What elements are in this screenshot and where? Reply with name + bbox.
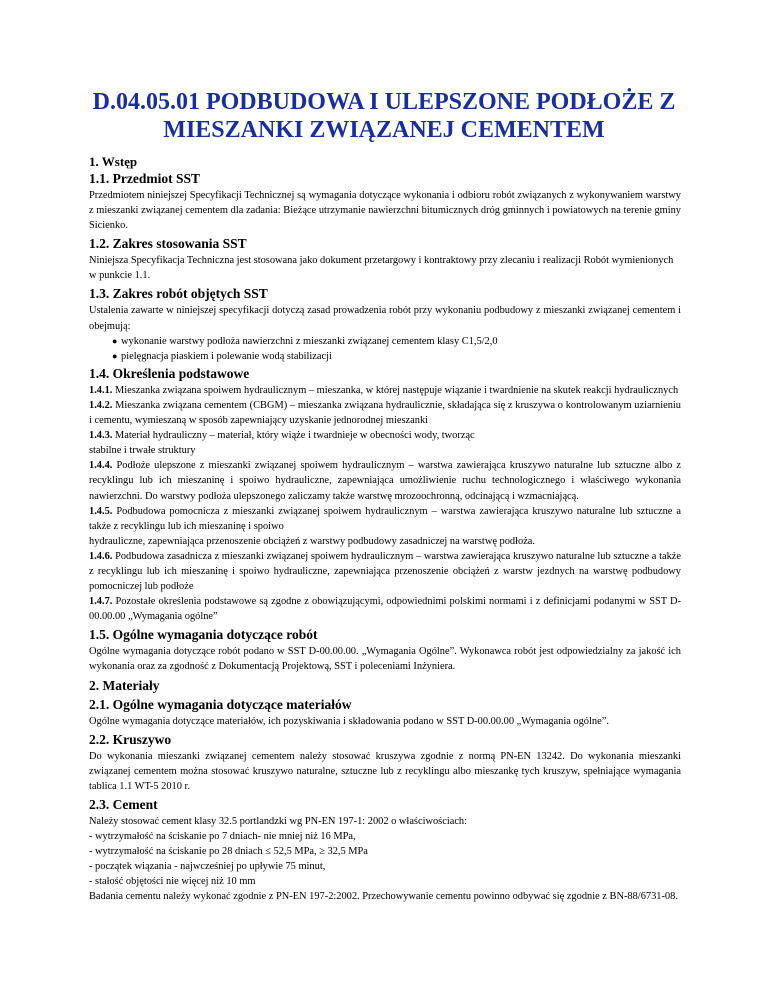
definition-item: stabilne i trwałe struktury: [89, 445, 196, 457]
definition-item: hydrauliczne, zapewniająca przenoszenie obciążeń z warstwy podbudowy zasadniczej na warstwę podłoża.: [89, 535, 536, 547]
heading-2-1: 2.1. Ogólne wymagania dotyczące materiałów: [89, 696, 352, 712]
heading-1-4: 1.4. Określenia podstawowe: [89, 365, 250, 381]
definitions: [89, 383, 681, 625]
paragraph-1-2: Niniejsza Specyfikacja Techniczna jest stosowana jako dokument przetargowy i kontraktowy przy zlecaniu i realizacji Robót wymienionych w punkcie 1.1.: [89, 255, 674, 282]
list-item: ● wykonanie warstwy podłoża nawierzchni z mieszanki związanej cementem klasy C1,5/2,0: [89, 334, 681, 349]
heading-section-1: 1. Wstęp: [89, 154, 138, 169]
definition-item: 1.4.1. Mieszanka związana spoiwem hydraulicznym – mieszanka, w której następuje wiązanie i twardnienie na skutek reakcji hydraulicznych: [89, 384, 679, 396]
definition-item: 1.4.7. Pozostałe określenia podstawowe są zgodne z obowiązującymi, odpowiednimi polskimi normami i z definicjami podanymi w SST D-00.00.00 „Wymagania ogólne”: [89, 596, 681, 623]
cement-line: - wytrzymałość na ściskanie po 7 dniach- nie mniej niż 16 MPa,: [89, 831, 356, 842]
heading-2-2: 2.2. Kruszywo: [89, 731, 172, 747]
paragraph-1-1: Przedmiotem niniejszej Specyfikacji Technicznej są wymagania dotyczące wykonania i odbioru robót związanych z wykonywaniem warstwy z mieszanki związanej cementem dla zadania: Bieżące utrzymanie nawierzchni bitumicznych dróg gminnych i powiatowych na terenie gminy Sicienko.: [89, 190, 681, 232]
definition-item: 1.4.5. Podbudowa pomocnicza z mieszanki związanej spoiwem hydraulicznym – warstwa zawierająca kruszywo naturalne lub sztuczne a także z recyklingu lub ich mieszaninę i spoiwo: [89, 505, 681, 532]
cement-line: - wytrzymałość na ściskanie po 28 dniach ≤ 52,5 MPa, ≥ 32,5 MPa: [89, 846, 368, 858]
paragraph-2-1: Ogólne wymagania dotyczące materiałów, ich pozyskiwania i składowania podano w SST D-00.00.00 „Wymagania ogólne”.: [89, 715, 609, 727]
definition-item: 1.4.2. Mieszanka związana cementem (CBGM) – mieszanka związana hydraulicznie, składająca się z kruszywa o kontrolowanym uziarnieniu i cementu, wymieszaną w sposób zapewniający uzyskanie jednorodnej mieszanki: [89, 399, 681, 427]
heading-section-2: 2. Materiały: [89, 677, 160, 693]
bullet-icon: ●: [112, 335, 118, 346]
definition-item: 1.4.3. Materiał hydrauliczny – materiał, który wiąże i twardnieje w obecności wody, tworząc: [89, 430, 475, 442]
paragraph-2-3-tail: Badania cementu należy wykonać zgodnie z PN-EN 197-2:2002. Przechowywanie cementu powinno odbywać się zgodnie z BN-88/6731-08.: [89, 891, 678, 903]
heading-1-1: 1.1. Przedmiot SST: [89, 171, 200, 186]
list-item: ● pielęgnacja piaskiem i polewanie wodą stabilizacji: [89, 349, 681, 364]
cement-line: - stałość objętości nie więcej niż 10 mm: [89, 876, 256, 888]
document-body: [89, 154, 681, 904]
bullet-icon: ●: [112, 350, 118, 361]
paragraph-2-2: Do wykonania mieszanki związanej cementem należy stosować kruszywa zgodnie z normą PN-EN 13242. Do wykonania mieszanki związanej cementem można stosować kruszywo naturalne, sztuczne lub z recyklingu albo mieszankę tych kruszyw, spełniające wymagania tablica 1.1 WT-5 2010 r.: [89, 750, 681, 792]
cement-line: Należy stosować cement klasy 32.5 portlandzki wg PN-EN 197-1: 2002 o właściwościach:: [89, 815, 468, 827]
cement-line: - początek wiązania - najwcześniej po upływie 75 minut,: [89, 861, 326, 873]
paragraph-1-5: Ogólne wymagania dotyczące robót podano w SST D-00.00.00. „Wymagania Ogólne”. Wykonawca robót jest odpowiedzialny za jakość ich wykonania oraz za zgodność z Dokumentacją Projektową, SST i poleceniami Inżyniera.: [89, 646, 681, 673]
definition-item: 1.4.4. Podłoże ulepszone z mieszanki związanej spoiwem hydraulicznym – warstwa zawierająca kruszywo naturalne lub sztuczne albo z recyklingu lub ich mieszaninę i spoiwo hydrauliczne, zapewniająca umożliwienie ruchu technologicznego i właściwego wykonania nawierzchni. Do warstwy podłoża ulepszonego zaliczamy także warstwę mrozoochronną, odcinającą i wzmacniającą.: [89, 460, 681, 502]
heading-1-3: 1.3. Zakres robót objętych SST: [89, 286, 268, 302]
heading-2-3: 2.3. Cement: [89, 796, 158, 812]
page-title: D.04.05.01 PODBUDOWA I ULEPSZONE PODŁOŻE Z MIESZANKI ZWIĄZANEJ CEMENTEM: [92, 89, 676, 143]
paragraph-1-3: Ustalenia zawarte w niniejszej specyfikacji dotyczą zasad prowadzenia robót przy wykonaniu podbudowy z mieszanki związanej cementem i obejmują:: [89, 305, 681, 332]
definition-item: 1.4.6. Podbudowa zasadnicza z mieszanki związanej spoiwem hydraulicznym – warstwa zawierająca kruszywo naturalne lub sztuczne a także z recyklingu lub ich mieszaninę i spoiwo hydrauliczne, zapewniająca przenoszenie obciążeń z warstw jezdnych na warstwę podbudowy pomocniczej lub podłoże: [89, 550, 681, 593]
scope-list: [89, 334, 681, 364]
heading-1-5: 1.5. Ogólne wymagania dotyczące robót: [89, 627, 318, 643]
heading-1-2: 1.2. Zakres stosowania SST: [89, 236, 247, 252]
